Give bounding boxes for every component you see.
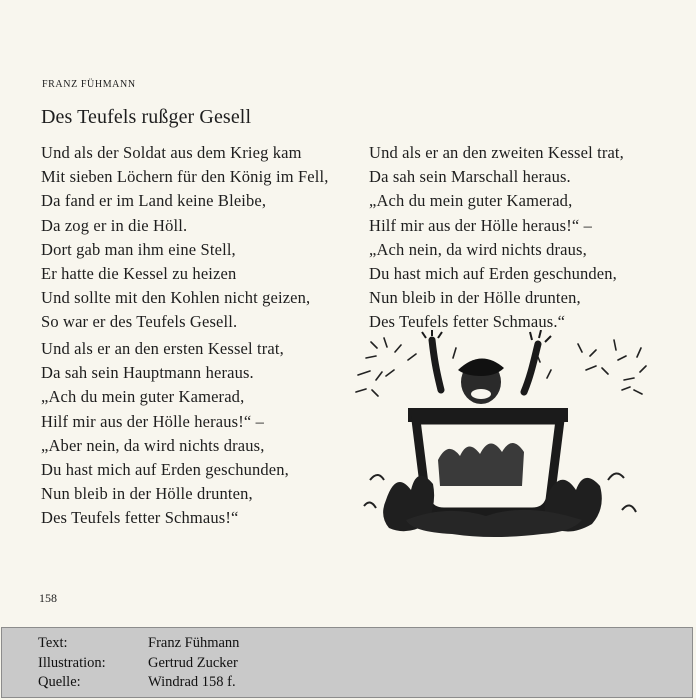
right-arm [524,344,538,392]
poem-line: Und als er an den ersten Kessel trat, [41,339,284,358]
poem-line: Da zog er in die Höll. [41,215,188,235]
cauldron-contents [438,443,524,486]
credit-value: Windrad 158 f. [148,674,236,690]
credit-label: Illustration: [38,655,106,671]
poem-line: „Ach nein, da wird nichts draus, [369,239,587,259]
poem-line: Da sah sein Marschall heraus. [369,167,571,187]
stanza-3 [369,141,624,335]
credit-label: Quelle: [38,674,81,690]
poem-line: Dort gab man ihm eine Stell, [41,239,236,259]
figure-mouth [471,389,491,399]
page-number: 158 [39,591,57,605]
poem-line: Du hast mich auf Erden geschunden, [41,460,289,480]
poem-line: Und als er an den zweiten Kessel trat, [369,143,624,162]
credit-value: Gertrud Zucker [148,655,238,671]
poem-line: Des Teufels fetter Schmaus!“ [41,508,239,528]
poem-line: Und als der Soldat aus dem Krieg kam [41,143,302,162]
credit-label: Text: [38,635,68,651]
left-arm [432,340,441,390]
fire-base [406,510,582,537]
credit-value: Franz Fühmann [148,635,240,651]
poem-line: Du hast mich auf Erden geschunden, [369,264,617,284]
poem-line: Er hatte die Kessel zu heizen [41,264,237,284]
stanza-1 [41,141,329,335]
credits-bar [1,627,693,698]
poem-line: Hilf mir aus der Hölle heraus!“ – [369,215,593,235]
poem-line: Hilf mir aus der Hölle heraus!“ – [41,411,265,431]
cauldron-illustration [346,330,656,545]
poem-line: „Ach du mein guter Kamerad, [41,387,245,407]
poem-line: Nun bleib in der Hölle drunten, [41,484,253,504]
poem-line: Des Teufels fetter Schmaus.“ [369,312,566,332]
stanza-2 [41,337,289,531]
poem-line: Da sah sein Hauptmann heraus. [41,363,254,383]
poem-line: Da fand er im Land keine Bleibe, [41,191,267,211]
poem-line: Mit sieben Löchern für den König im Fell, [41,167,329,187]
author-name: FRANZ FÜHMANN [42,79,136,90]
poem-title: Des Teufels rußger Gesell [41,106,252,128]
poem-line: „Aber nein, da wird nichts draus, [41,435,265,455]
right-hand [530,330,551,342]
poem-line: Und sollte mit den Kohlen nicht geizen, [41,288,311,308]
poem-line: So war er des Teufels Gesell. [41,312,238,332]
poem-line: „Ach du mein guter Kamerad, [369,191,573,211]
poem-line: Nun bleib in der Hölle drunten, [369,288,581,308]
